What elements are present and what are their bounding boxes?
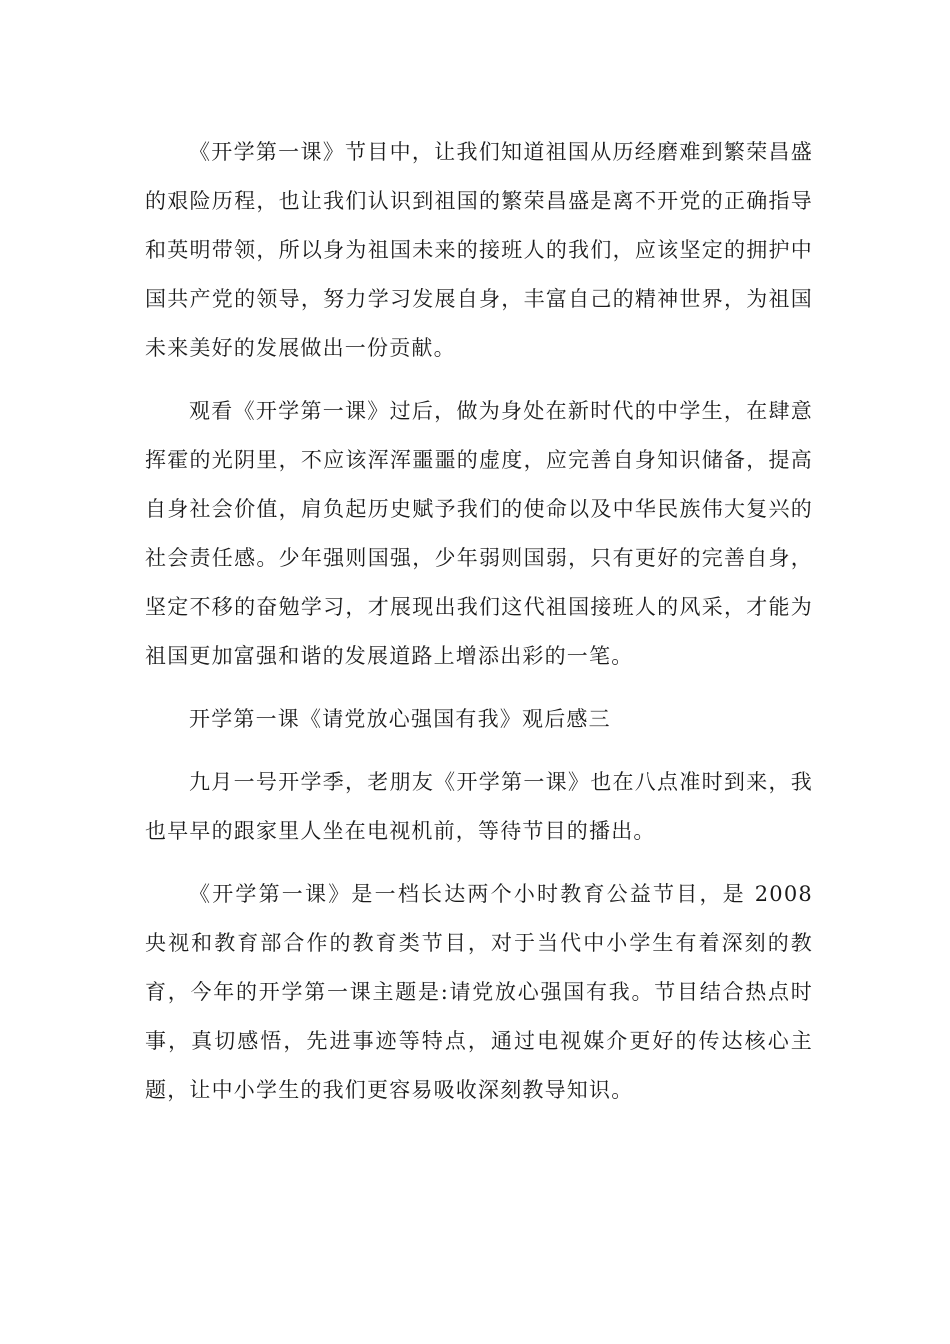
paragraph-program-meaning: 《开学第一课》节目中，让我们知道祖国从历经磨难到繁荣昌盛的艰险历程，也让我们认识到祖国的繁荣昌盛是离不开党的正确指导和英明带领，所以身为祖国未来的接班人的我们，应该坚定的拥护中国共产党的领导，努力学习发展自身，丰富自己的精神世界，为祖国未来美好的发展做出一份贡献。 (145, 140, 813, 360)
document-body (145, 128, 813, 1129)
section-heading: 开学第一课《请党放心强国有我》观后感三 (189, 707, 611, 731)
paragraph-after-watching: 观看《开学第一课》过后，做为身处在新时代的中学生，在肆意挥霍的光阴里，不应该浑浑噩噩的虚度，应完善自身知识储备，提高自身社会价值，肩负起历史赋予我们的使命以及中华民族伟大复兴的社会责任感。少年强则国强，少年弱则国弱，只有更好的完善自身，坚定不移的奋勉学习，才展现出我们这代祖国接班人的风采，才能为祖国更加富强和谐的发展道路上增添出彩的一笔。 (145, 399, 813, 668)
paragraph-program-intro: 《开学第一课》是一档长达两个小时教育公益节目，是 2008 央视和教育部合作的教育类节目，对于当代中小学生有着深刻的教育，今年的开学第一课主题是:请党放心强国有我。节目结合热点时事，真切感悟，先进事迹等特点，通过电视媒介更好的传达核心主题，让中小学生的我们更容易吸收深刻教导知识。 (145, 882, 813, 1102)
paragraph-september-first: 九月一号开学季，老朋友《开学第一课》也在八点准时到来，我也早早的跟家里人坐在电视机前，等待节目的播出。 (145, 770, 813, 843)
